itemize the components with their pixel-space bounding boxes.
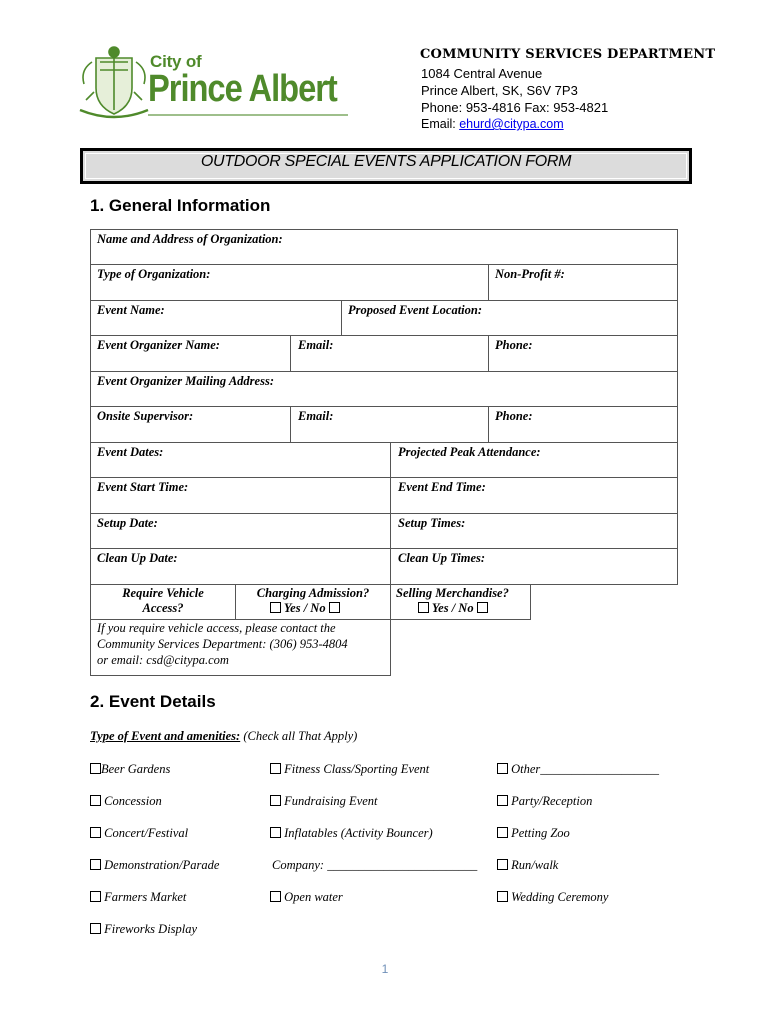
supervisor-phone-label: Phone: [495, 409, 533, 423]
beer-gardens-checkbox[interactable] [90, 763, 101, 774]
mailing-address-label: Event Organizer Mailing Address: [97, 374, 274, 388]
wedding-ceremony-checkbox[interactable] [497, 891, 508, 902]
merchandise-no-checkbox[interactable] [477, 602, 488, 613]
selling-merchandise-options [418, 601, 488, 616]
department-name: COMMUNITY SERVICES DEPARTMENT [420, 47, 716, 62]
onsite-supervisor-label: Onsite Supervisor: [97, 409, 194, 423]
event-type-instruction-title: Type of Event and amenities: [90, 729, 241, 743]
option-open-water[interactable] [270, 890, 343, 905]
charging-admission-label: Charging Admission? [256, 586, 370, 600]
logo-city-text: City of [150, 52, 202, 71]
email-line [421, 117, 564, 131]
option-label: Fundraising Event [284, 794, 378, 808]
option-label: Wedding Ceremony [511, 890, 609, 904]
option-fundraising-event[interactable] [270, 794, 378, 809]
organizer-email-label: Email: [298, 338, 334, 352]
organizer-name-label: Event Organizer Name: [97, 338, 220, 352]
option-label: Run/walk [511, 858, 559, 872]
email-link[interactable]: ehurd@citypa.com [459, 117, 564, 131]
other-checkbox[interactable] [497, 763, 508, 774]
start-time-label: Event Start Time: [97, 480, 189, 494]
merchandise-yes-checkbox[interactable] [418, 602, 429, 613]
option-label: Inflatables (Activity Bouncer) [284, 826, 433, 840]
address-line-2: Prince Albert, SK, S6V 7P3 [421, 83, 578, 98]
page-number: 1 [381, 962, 389, 976]
option-label: Party/Reception [511, 794, 593, 808]
admission-no-checkbox[interactable] [329, 602, 340, 613]
inflatables-checkbox[interactable] [270, 827, 281, 838]
selling-merchandise-label: Selling Merchandise? [396, 586, 509, 600]
vehicle-access-label-1: Require Vehicle [122, 586, 204, 600]
concert-festival-checkbox[interactable] [90, 827, 101, 838]
farmers-market-checkbox[interactable] [90, 891, 101, 902]
setup-date-label: Setup Date: [97, 516, 158, 530]
section-1-heading: 1. General Information [90, 196, 271, 215]
option-label: Beer Gardens [101, 762, 171, 776]
logo-underline [148, 114, 348, 116]
petting-zoo-checkbox[interactable] [497, 827, 508, 838]
option-run-walk[interactable] [497, 858, 558, 873]
admission-yes-no-label: Yes / No [283, 601, 326, 615]
section-2-heading: 2. Event Details [90, 692, 216, 711]
open-water-checkbox[interactable] [270, 891, 281, 902]
option-label: Open water [284, 890, 343, 904]
supervisor-email-label: Email: [298, 409, 334, 423]
phone-fax-line: Phone: 953-4816 Fax: 953-4821 [421, 100, 609, 115]
option-concession[interactable] [90, 794, 162, 809]
event-type-instruction-note: (Check all That Apply) [240, 729, 358, 743]
option-label: Concert/Festival [104, 826, 189, 840]
fitness-class-checkbox[interactable] [270, 763, 281, 774]
event-dates-label: Event Dates: [97, 445, 164, 459]
option-party-reception[interactable] [497, 794, 592, 809]
option-label: Fitness Class/Sporting Event [284, 762, 430, 776]
peak-attendance-label: Projected Peak Attendance: [398, 445, 541, 459]
option-fitness-class[interactable] [270, 762, 429, 777]
company-field[interactable]: Company: ________________________ [272, 858, 478, 872]
option-other[interactable] [497, 762, 659, 777]
party-reception-checkbox[interactable] [497, 795, 508, 806]
option-demonstration-parade[interactable] [90, 858, 219, 873]
option-beer-gardens[interactable] [90, 762, 170, 777]
demonstration-parade-checkbox[interactable] [90, 859, 101, 870]
option-concert-festival[interactable] [90, 826, 188, 841]
vehicle-access-label-2: Access? [142, 601, 184, 615]
event-location-label: Proposed Event Location: [348, 303, 483, 317]
option-label: Fireworks Display [104, 922, 198, 936]
concession-checkbox[interactable] [90, 795, 101, 806]
non-profit-label: Non-Profit #: [495, 267, 565, 281]
form-title: OUTDOOR SPECIAL EVENTS APPLICATION FORM [200, 153, 572, 170]
org-type-label: Type of Organization: [97, 267, 211, 281]
merchandise-yes-no-label: Yes / No [431, 601, 474, 615]
option-label: Other___________________ [511, 762, 660, 776]
option-fireworks-display[interactable] [90, 922, 197, 937]
option-farmers-market[interactable] [90, 890, 186, 905]
option-inflatables[interactable] [270, 826, 433, 841]
setup-times-label: Setup Times: [398, 516, 466, 530]
address-line-1: 1084 Central Avenue [421, 66, 543, 81]
option-label: Farmers Market [104, 890, 187, 904]
logo-prince-albert-text: Prince Albert [148, 68, 337, 110]
org-name-address-label: Name and Address of Organization: [97, 232, 283, 246]
cleanup-times-label: Clean Up Times: [398, 551, 486, 565]
fireworks-display-checkbox[interactable] [90, 923, 101, 934]
run-walk-checkbox[interactable] [497, 859, 508, 870]
charging-admission-options [270, 601, 340, 616]
vehicle-note-line-1: If you require vehicle access, please contact the [97, 621, 336, 635]
end-time-label: Event End Time: [398, 480, 486, 494]
vehicle-note-line-3: or email: csd@citypa.com [97, 653, 229, 667]
admission-yes-checkbox[interactable] [270, 602, 281, 613]
event-name-label: Event Name: [97, 303, 165, 317]
option-wedding-ceremony[interactable] [497, 890, 608, 905]
fundraising-event-checkbox[interactable] [270, 795, 281, 806]
option-label: Demonstration/Parade [104, 858, 220, 872]
event-type-instruction [90, 729, 357, 744]
option-label: Concession [104, 794, 162, 808]
organizer-phone-label: Phone: [495, 338, 533, 352]
option-petting-zoo[interactable] [497, 826, 570, 841]
cleanup-date-label: Clean Up Date: [97, 551, 178, 565]
vehicle-note-line-2: Community Services Department: (306) 953-4804 [97, 637, 348, 651]
option-label: Petting Zoo [511, 826, 570, 840]
email-label: Email: [421, 117, 460, 131]
